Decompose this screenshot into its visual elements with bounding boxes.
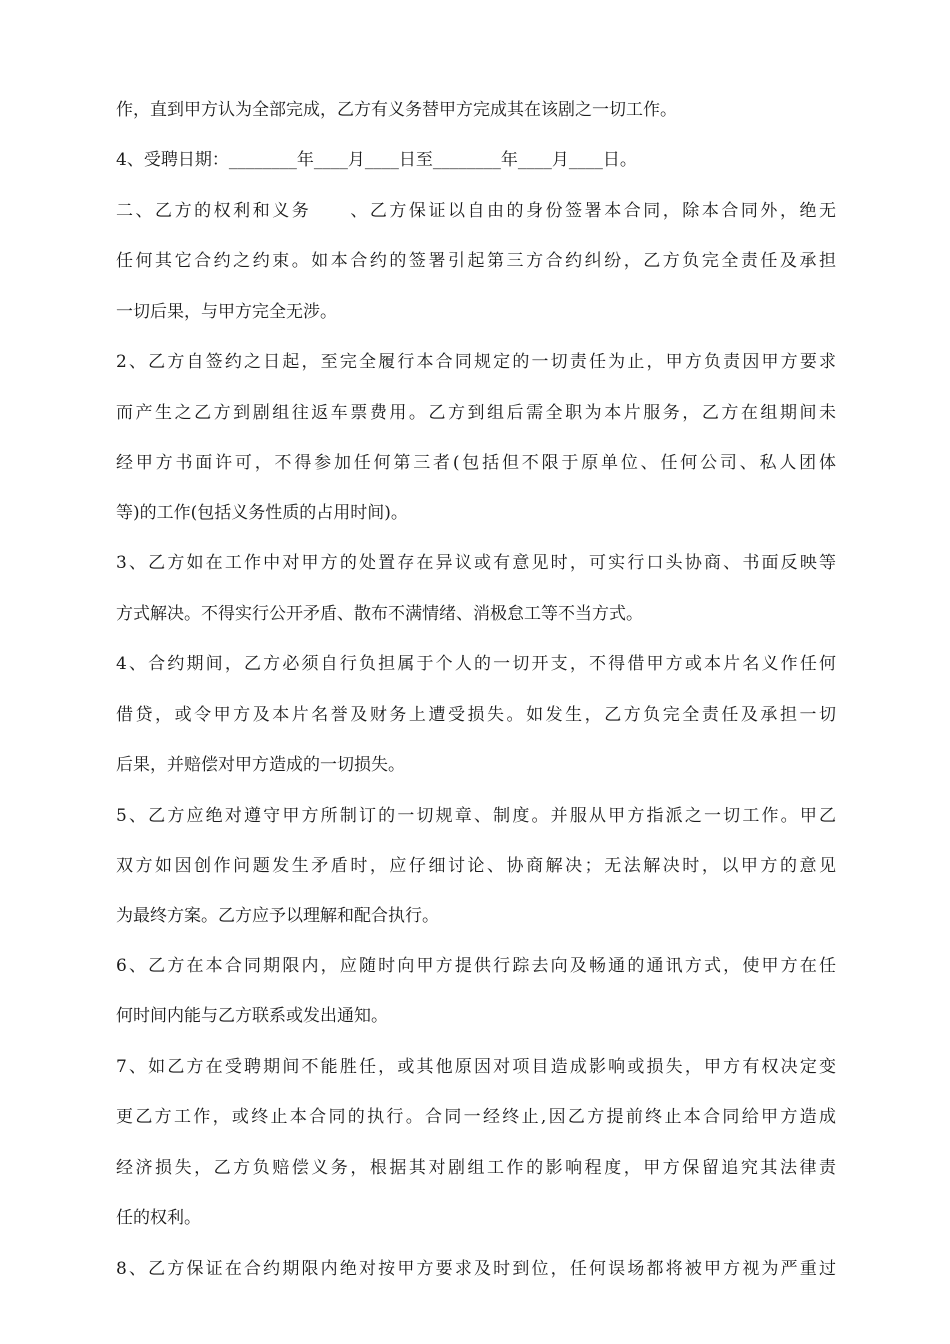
text-line: 任何其它合约之约束。如本合约的签署引起第三方合约纠纷，乙方负完全责任及承担 [116, 251, 836, 271]
text-line: 8、乙方保证在合约期限内绝对按甲方要求及时到位，任何误场都将被甲方视为严重过 [116, 1259, 836, 1279]
text-line: 6、乙方在本合同期限内，应随时向甲方提供行踪去向及畅通的通讯方式，使甲方在任 [116, 956, 836, 976]
text-line: 4、受聘日期：________年____月____日至________年____月____日。 [116, 150, 637, 170]
text-line: 3、乙方如在工作中对甲方的处置存在异议或有意见时，可实行口头协商、书面反映等 [116, 553, 836, 573]
text-line: 双方如因创作问题发生矛盾时，应仔细讨论、协商解决；无法解决时，以甲方的意见 [116, 856, 836, 876]
text-line: 任的权利。 [116, 1208, 201, 1228]
text-line: 7、如乙方在受聘期间不能胜任，或其他原因对项目造成影响或损失，甲方有权决定变 [116, 1057, 836, 1077]
text-line: 何时间内能与乙方联系或发出通知。 [116, 1006, 388, 1026]
text-line: 4、合约期间，乙方必须自行负担属于个人的一切开支，不得借甲方或本片名义作任何 [116, 654, 836, 674]
text-line: 方式解决。不得实行公开矛盾、散布不满情绪、消极怠工等不当方式。 [116, 604, 643, 624]
text-line: 经甲方书面许可，不得参加任何第三者(包括但不限于原单位、任何公司、私人团体 [116, 453, 836, 473]
text-line: 为最终方案。乙方应予以理解和配合执行。 [116, 906, 439, 926]
text-line: 5、乙方应绝对遵守甲方所制订的一切规章、制度。并服从甲方指派之一切工作。甲乙 [116, 806, 836, 826]
text-line: 后果，并赔偿对甲方造成的一切损失。 [116, 755, 405, 775]
text-line: 2、乙方自签约之日起，至完全履行本合同规定的一切责任为止，甲方负责因甲方要求 [116, 352, 836, 372]
text-line: 作，直到甲方认为全部完成，乙方有义务替甲方完成其在该剧之一切工作。 [116, 100, 677, 120]
text-line: 等)的工作(包括义务性质的占用时间)。 [116, 503, 408, 523]
text-line: 借贷，或令甲方及本片名誉及财务上遭受损失。如发生，乙方负完全责任及承担一切 [116, 705, 836, 725]
text-line: 经济损失，乙方负赔偿义务，根据其对剧组工作的影响程度，甲方保留追究其法律责 [116, 1158, 836, 1178]
text-line: 而产生之乙方到剧组往返车票费用。乙方到组后需全职为本片服务，乙方在组期间未 [116, 403, 836, 423]
text-line: 二、乙方的权利和义务 、乙方保证以自由的身份签署本合同，除本合同外，绝无 [116, 201, 836, 221]
text-line: 更乙方工作，或终止本合同的执行。合同一经终止,因乙方提前终止本合同给甲方造成 [116, 1107, 836, 1127]
text-line: 一切后果，与甲方完全无涉。 [116, 302, 337, 322]
